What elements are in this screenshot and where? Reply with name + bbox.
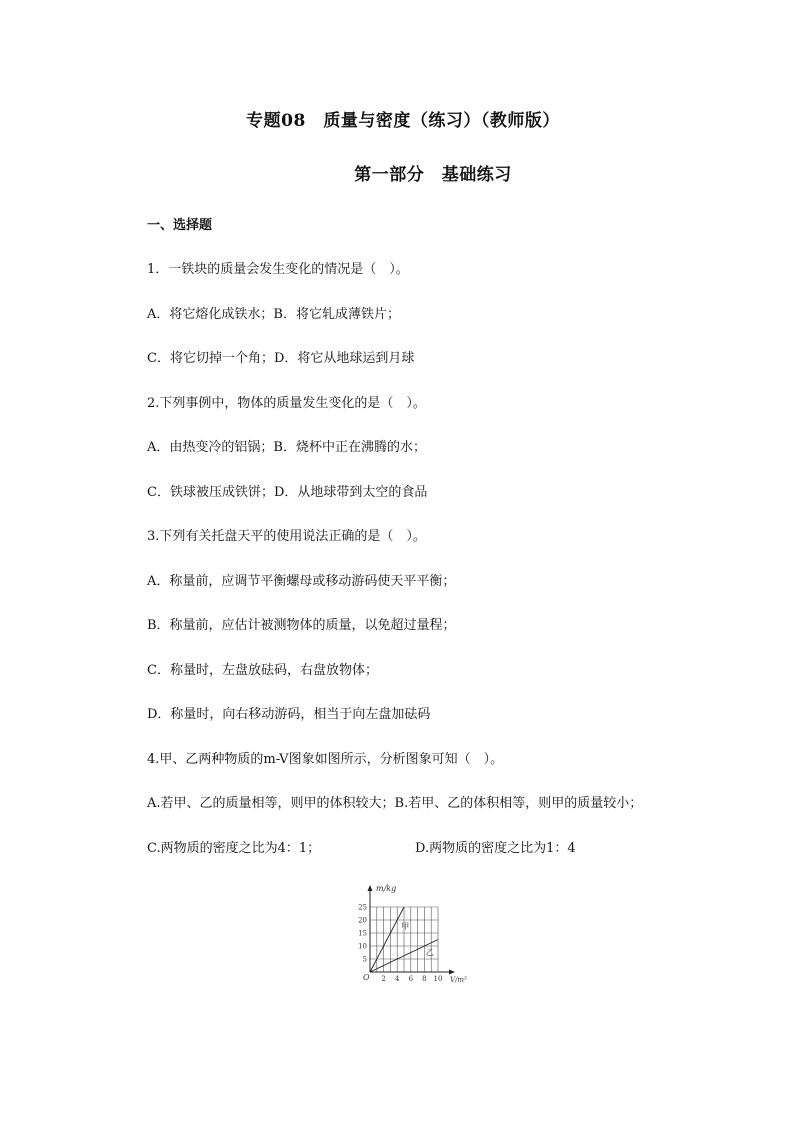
question-3-stem: 3.下列有关托盘天平的使用说法正确的是（ ）。: [147, 529, 426, 544]
document-title: 专题08 质量与密度（练习）（教师版）: [246, 111, 560, 131]
y-tick-label: 5: [362, 955, 367, 964]
question-4-option-row: A.若甲、乙的质量相等，则甲的体积较大；B.若甲、乙的体积相等，则甲的质量较小；: [147, 796, 643, 811]
question-2-stem: 2.下列事例中，物体的质量发生变化的是（ ）。: [147, 396, 426, 411]
question-4-option-d: D.两物质的密度之比为1：4: [415, 841, 576, 856]
question-3-option-row: D．称量时，向右移动游码，相当于向左盘加砝码: [147, 707, 431, 722]
m-v-graph: [356, 882, 476, 992]
section-title: 第一部分 基础练习: [354, 165, 512, 185]
x-tick-label: 8: [422, 975, 427, 983]
x-tick-label: 2: [381, 975, 386, 983]
question-3-option-row: A．称量前，应调节平衡螺母或移动游码使天平平衡；: [147, 574, 456, 589]
question-3-option-row: B．称量前，应估计被测物体的质量，以免超过量程；: [147, 618, 456, 633]
series-line-jia: [370, 907, 404, 972]
question-4-option-c: C.两物质的密度之比为4：1；: [147, 841, 321, 856]
question-1-option-row: A．将它熔化成铁水；B．将它轧成薄铁片；: [147, 307, 400, 322]
question-2-option-row: C．铁球被压成铁饼；D．从地球带到太空的食品: [147, 485, 428, 500]
graph-axes: [368, 885, 456, 975]
series-label: 乙: [425, 948, 434, 958]
question-1-option-row: C．将它切掉一个角；D．将它从地球运到月球: [147, 351, 415, 366]
question-3-option-row: C．称量时，左盘放砝码，右盘放物体；: [147, 663, 378, 678]
x-tick-label: 6: [408, 975, 414, 983]
y-tick-label: 25: [358, 903, 367, 912]
x-tick-label: 10: [433, 975, 443, 983]
y-axis-label: m/kg: [376, 884, 397, 893]
y-tick-label: 15: [358, 929, 367, 938]
x-axis-label: V/m³: [450, 976, 467, 984]
y-tick-label: 20: [358, 916, 367, 925]
series-label: 甲: [401, 922, 410, 932]
graph-grid: [370, 907, 438, 972]
question-4-stem: 4.甲、乙两种物质的m-V图象如图所示，分析图象可知（ ）。: [147, 752, 504, 767]
section-heading: 一、选择题: [147, 218, 213, 233]
y-axis-arrow-icon: [368, 885, 373, 891]
y-tick-label: 10: [358, 942, 367, 951]
origin-label: O: [363, 973, 370, 982]
question-2-option-row: A．由热变冷的铝锅；B．烧杯中正在沸腾的水；: [147, 440, 426, 455]
question-1-stem: 1．一铁块的质量会发生变化的情况是（ ）。: [147, 262, 409, 277]
x-axis-arrow-icon: [449, 970, 455, 975]
x-tick-label: 4: [394, 975, 400, 983]
